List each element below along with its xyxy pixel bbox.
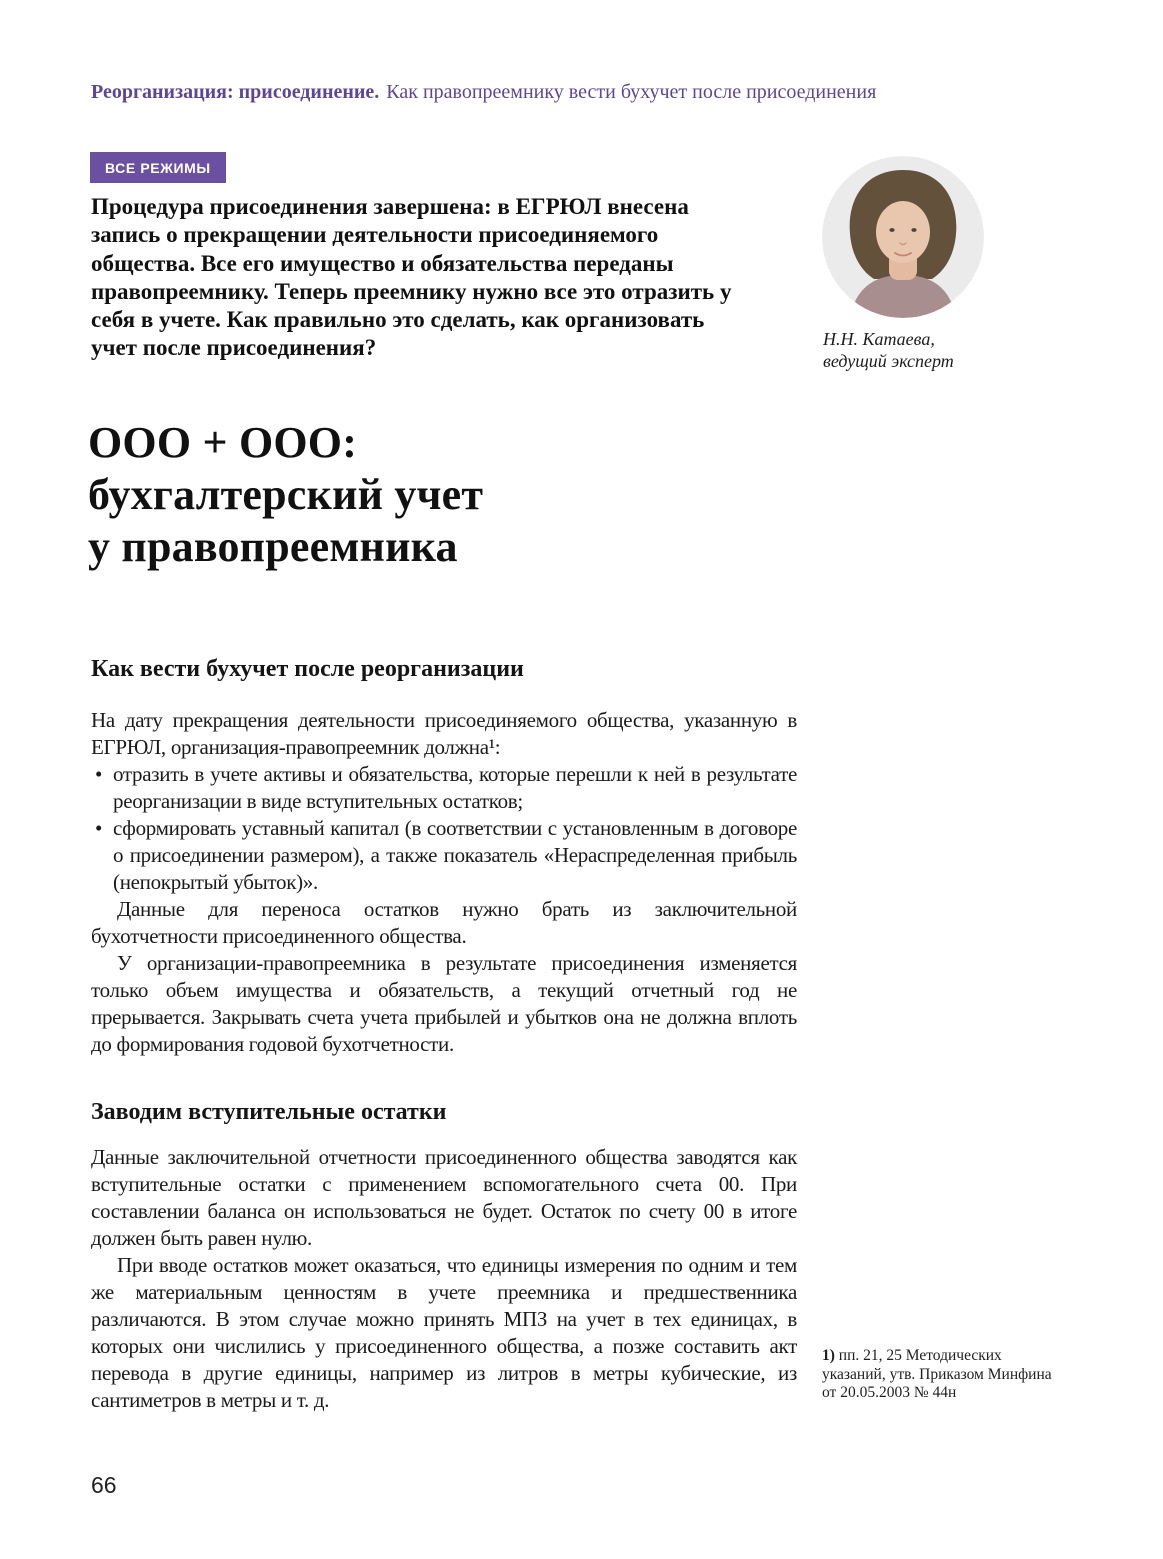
article-title <box>88 417 483 573</box>
footnote-marker: 1) <box>822 1347 835 1364</box>
bullet-item <box>91 815 797 896</box>
bullet-text: отразить в учете активы и обязательства, которые перешли к ней в результате реорганизации в виде вступительных остатков; <box>113 762 797 813</box>
running-head <box>91 80 1051 104</box>
paragraph: У организации-правопреемника в результате присоединения изменяется только объем имущества и обязательств, а текущий отчетный год не прерывается. Закрывать счета учета прибылей и убытков она не должна вплоть до формирования годовой бухотчетности. <box>91 951 797 1056</box>
section-heading-opening-balances: Заводим вступительные остатки <box>91 1099 447 1125</box>
paragraph: При вводе остатков может оказаться, что единицы измерения по одним и тем же материальным ценностям в учете преемника и предшественника различаются. В этом случае можно принять МПЗ на учет в тех единицах, в которых они числились у присоединенного общества, а позже составить акт перевода в другие единицы, например из литров в метры кубические, из сантиметров в метры и т. д. <box>91 1253 797 1412</box>
footnote <box>822 1347 1057 1403</box>
author-name: Н.Н. Катаева, <box>823 329 935 349</box>
lead-paragraph: Процедура присоединения завершена: в ЕГРЮЛ внесена запись о прекращении деятельности присоединяемого общества. Все его имущество и обязательства переданы правопреемнику. Теперь преемнику нужно все это отразить у себя в учете. Как правильно это сделать, как организовать учет после присоединения? <box>91 194 732 361</box>
article-body <box>91 655 797 1414</box>
paragraph: Данные заключительной отчетности присоединенного общества заводятся как вступительные остатки с применением вспомогательного счета 00. При составлении баланса он использоваться не будет. Остаток по счету 00 в итоге должен быть равен нулю. <box>91 1145 797 1250</box>
page-number: 66 <box>91 1472 117 1498</box>
section-heading-accounting: Как вести бухучет после реорганизации <box>91 656 524 682</box>
bullet-text: сформировать уставный капитал (в соответствии с установленным в договоре о присоединении размером), а также показатель «Нераспределенная прибыль (непокрытый убыток)». <box>113 816 797 894</box>
bullet-list <box>91 761 797 896</box>
author-role: ведущий эксперт <box>823 350 954 371</box>
author-photo <box>822 156 984 318</box>
bullet-item <box>91 761 797 815</box>
article-title-line: бухгалтерский учет <box>88 470 484 519</box>
author-caption <box>823 329 1073 372</box>
running-head-topic: Реорганизация: присоединение. <box>91 81 380 103</box>
bullet-icon: • <box>95 762 103 786</box>
article-title-line: у правопреемника <box>88 522 458 571</box>
all-modes-badge: ВСЕ РЕЖИМЫ <box>90 152 226 183</box>
bullet-icon: • <box>95 816 103 840</box>
footnote-text: пп. 21, 25 Методических указаний, утв. Приказом Минфина от 20.05.2003 № 44н <box>822 1347 1052 1401</box>
article-title-line: ООО + ООО: <box>88 418 358 467</box>
running-head-subtitle: Как правопреемнику вести бухучет после присоединения <box>386 81 877 103</box>
paragraph: Данные для переноса остатков нужно брать из заключительной бухотчетности присоединенного общества. <box>91 897 797 948</box>
woman-portrait-icon <box>822 156 984 318</box>
paragraph-intro: На дату прекращения деятельности присоединяемого общества, указанную в ЕГРЮЛ, организация-правопреемник должна¹: <box>91 708 797 759</box>
